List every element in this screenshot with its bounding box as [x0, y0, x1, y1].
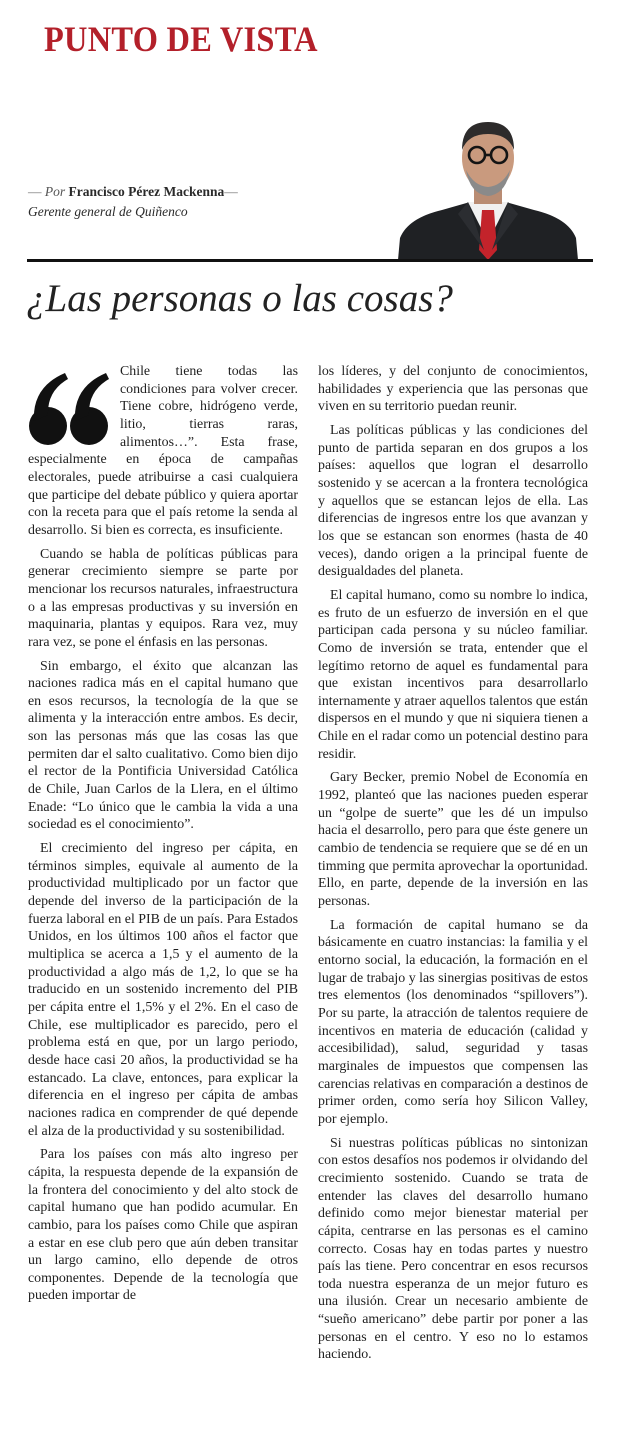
paragraph: La formación de capital humano se da básicamente en cuatro instancias: la familia y el entorno social, la educación, la formación en el lugar de trabajo y las sinergias positivas de estos tres elementos (los denominados “spillovers”). Por su parte, la atracción de talentos requiere de incentivos en materia de educación (calidad y accesibilidad), salud, seguridad y tasas marginales de impuestos que compensen las carencias relativas en comparación a destinos de primer orden, como sería hoy Silicon Valley, por ejemplo. — [318, 917, 588, 1127]
paragraph: El crecimiento del ingreso per cápita, en términos simples, equivale al aumento de la productividad multiplicado por un factor que depende del inverso de la participación de la fuerza laboral en el PIB de un país. Para Estados Unidos, en los últimos 100 años el factor que multiplica se acerca a 1,5 y el aumento de la productividad a algo más de 1,2, lo que se ha traducido en un sostenido incremento del PIB per cápita entre el 1,5% y el 2%. En el caso de Chile, ese multiplicador es parecido, pero el problema está en que, por un largo periodo, desde hace casi 20 años, la productividad se ha estancado. La clave, entonces, para explicar la diferencia en el ingreso per cápita de ambas naciones radica en comprender de qué depende el alza de la productividad y su sostenibilidad. — [28, 841, 299, 1139]
author-portrait — [398, 110, 578, 260]
paragraph: los líderes, y del conjunto de conocimientos, habilidades y experiencia que las personas que viven en su territorio puedan reunir. — [318, 364, 588, 415]
section-title: PUNTO DE VISTA — [44, 19, 318, 59]
byline-dash-right: — — [224, 184, 238, 199]
author-name: Francisco Pérez Mackenna — [68, 184, 225, 199]
header-rule — [27, 259, 593, 262]
column-left — [28, 363, 298, 1311]
paragraph: Sin embargo, el éxito que alcanzan las naciones radica más en el capital humano que en esos recursos, la tecnología de la que se alimenta y la interacción entre ambos. Es decir, son las personas más que las cosas las que permiten dar el salto cualitativo. Como bien dijo el rector de la Pontificia Universidad Católica de Chile, Juan Carlos de la Llera, en el último Enade: “Lo único que le cambia la vida a una sociedad es el conocimiento”. — [28, 658, 298, 833]
paragraph-text: Chile tiene todas las condiciones para volver crecer. Tiene cobre, hidrógeno verde, litio, tierras raras, alimentos…”. Esta frase, especialmente en época de campañas electorales, puede atribuirse a casi cualquiera que participe del debate público y quiera aportar con la receta para que el país retome la senda al desarrollo. Si bien es correcta, es insuficiente. — [28, 364, 298, 538]
paragraph — [28, 363, 298, 540]
paragraph: Si nuestras políticas públicas no sintonizan con estos desafíos nos podemos ir olvidando del crecimiento sostenido. Cuando se trata de entender las claves del desarrollo humano definido como mejor bienestar material per cápita, centrarse en las personas es el camino correcto. Cosas hay en todas partes y nuestro país las tiene. Pero concentrar en esos recursos toda nuestra esperanza de un mejor futuro es una ilusión. Crear un necesario ambiente de “sueño americano” debe partir por poner a las personas en el centro. Y eso no lo estamos haciendo. — [318, 1135, 588, 1363]
byline — [28, 184, 238, 200]
paragraph: El capital humano, como su nombre lo indica, es fruto de un esfuerzo de inversión en el que participan cada persona y su núcleo familiar. Como de inversión se trata, entender que el legítimo retorno de aquel es fundamental para que existan incentivos para desarrollarlo internamente y atraer aquellos talentos que están dispersos en el mundo y que ni siquiera tienen a Chile en el radar como un potencial destino para residir. — [318, 587, 588, 762]
headline: ¿Las personas o las cosas? — [26, 277, 453, 320]
byline-prefix: Por — [44, 184, 66, 199]
opening-quote-icon — [28, 369, 114, 449]
paragraph: Las políticas públicas y las condiciones del punto de partida separan en dos grupos a los países: aquellos que logran el desarrollo sostenido y se acercan a la frontera tecnológica y aquellos que se estancan lejos de ella. Las diferencias de ingresos entre los que avanzan y los que se estancan son enormes (hasta de 40 veces), dando origen a la principal fuente de desigualdades del planeta. — [318, 422, 588, 580]
byline-dash-left: — — [28, 184, 42, 199]
paragraph: Gary Becker, premio Nobel de Economía en 1992, planteó que las naciones pueden esperar un “golpe de suerte” que les dé un impulso hacia el desarrollo, pero para que éste genere un cambio de tendencia se requiere que se dé en un timming que permita aprovechar la oportunidad. Ello, en parte, depende de la inversión en las personas. — [318, 770, 588, 910]
paragraph: Para los países con más alto ingreso per cápita, la respuesta depende de la expansión de la frontera del conocimiento y del alto stock de capital humano que han podido acumular. En cambio, para los países como Chile que aspiran a estar en ese club pero que aún deben transitar un largo camino, ello depende de otros componentes. Depende de la tecnología que pueden importar de — [28, 1147, 298, 1304]
author-role: Gerente general de Quiñenco — [28, 204, 188, 219]
column-right — [318, 363, 588, 1370]
paragraph: Cuando se habla de políticas públicas para generar crecimiento siempre se parte por mencionar los recursos naturales, infraestructura o a las empresas productivas y su inversión en maquinaria, plantas y equipos. Rara vez, muy rara vez, se pone el énfasis en las personas. — [28, 546, 298, 650]
